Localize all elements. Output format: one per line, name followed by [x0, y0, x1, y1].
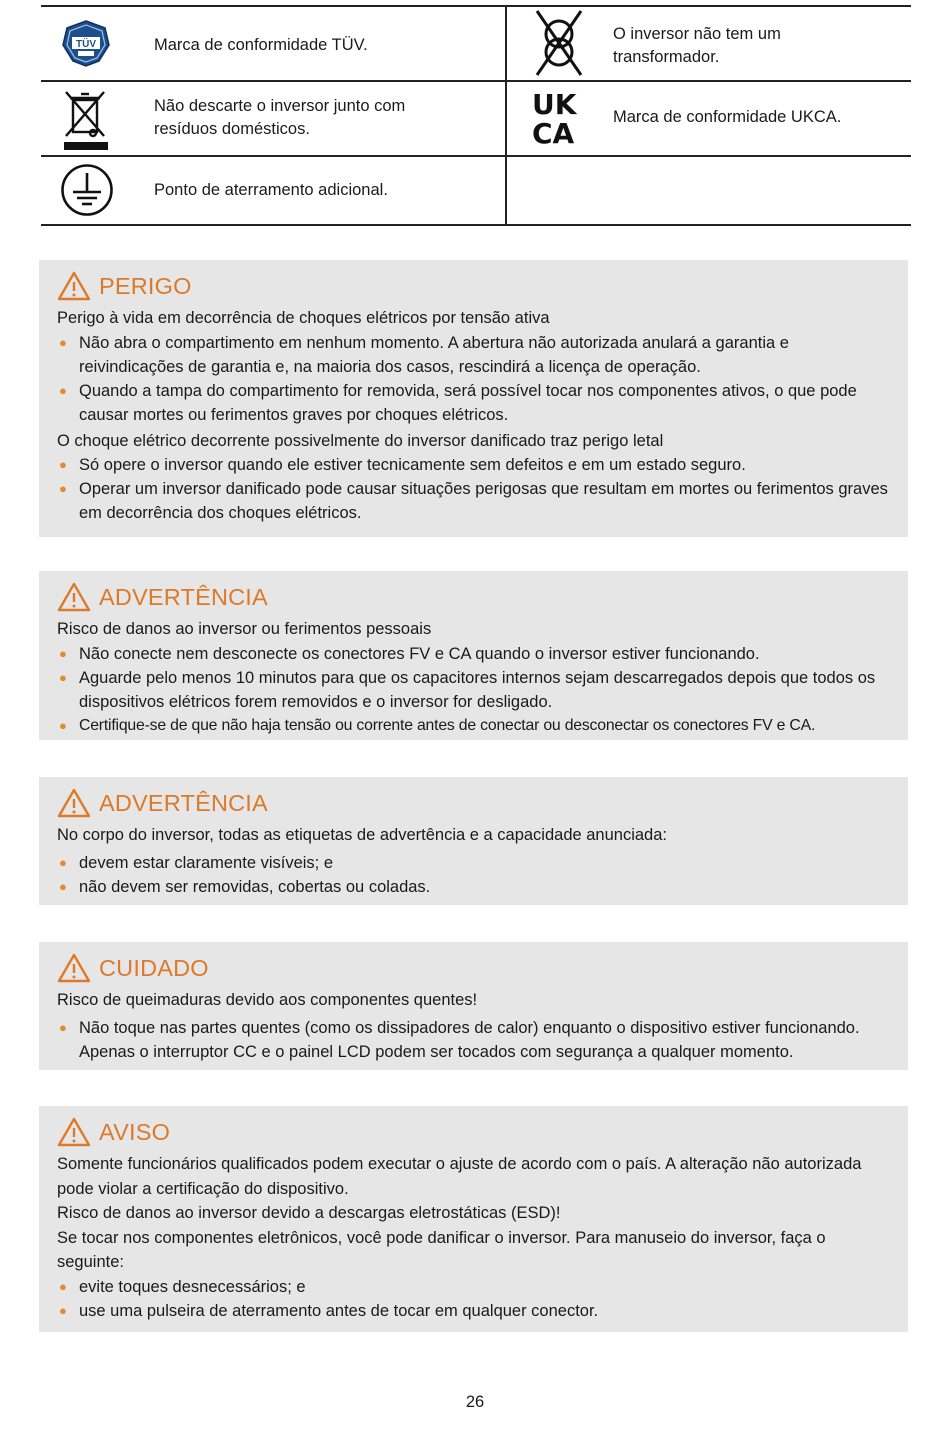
bullet-text: Operar um inversor danificado pode causar situações perigosas que resultam em mortes ou ferimentos graves em decorrência dos choques elétricos.	[79, 480, 888, 522]
bullet-icon: ●	[59, 334, 67, 350]
notice-paragraph-2: Risco de danos ao inversor devido a descargas eletrostáticas (ESD)!	[57, 1204, 561, 1222]
symbol-row-transformer	[507, 5, 911, 80]
warning-triangle-icon	[57, 270, 91, 302]
caution-header	[57, 948, 894, 988]
warning-title-1: ADVERTÊNCIA	[99, 583, 268, 610]
bullet-text: Quando a tampa do compartimento for removida, será possível tocar nos componentes ativos, o que pode causar mortes ou ferimentos graves por choques elétricos.	[79, 381, 857, 424]
bullet-text: evite toques desnecessários; e	[79, 1277, 306, 1296]
symbol-row-tuv	[41, 5, 505, 80]
list-item	[57, 666, 894, 714]
caution-intro: Risco de queimaduras devido aos componentes quentes!	[57, 991, 478, 1009]
list-item	[57, 453, 894, 477]
disposal-description: Não descarte o inversor junto com resíduos domésticos.	[154, 97, 406, 138]
list-item	[57, 1275, 894, 1299]
list-item	[57, 331, 894, 379]
bullet-text: Certifique-se de que não haja tensão ou corrente antes de conectar ou desconectar os conectores FV e CA.	[79, 716, 816, 734]
list-item	[57, 1016, 894, 1064]
tuv-logo-text: TÜV	[76, 39, 96, 50]
ukca-description: Marca de conformidade UKCA.	[613, 108, 842, 126]
bullet-icon: ●	[59, 481, 67, 496]
warning-triangle-icon	[57, 1116, 91, 1148]
list-item	[57, 875, 894, 899]
bullet-text: Não conecte nem desconecte os conectores FV e CA quando o inversor estiver funcionando.	[79, 644, 760, 663]
bullet-icon: ●	[59, 457, 67, 472]
warning-title-2: ADVERTÊNCIA	[99, 789, 268, 816]
notice-title: AVISO	[99, 1118, 171, 1145]
tuv-description: Marca de conformidade TÜV.	[154, 36, 368, 54]
bullet-icon: ●	[59, 645, 67, 661]
symbol-row-ground	[41, 155, 505, 224]
list-item	[57, 1299, 894, 1323]
page-number: 26	[465, 1393, 485, 1411]
warning-triangle-icon	[57, 581, 91, 613]
warning-intro-2: No corpo do inversor, todas as etiquetas de advertência e a capacidade anunciada:	[57, 826, 667, 844]
tuv-logo-icon	[61, 19, 111, 67]
bullet-text: não devem ser removidas, cobertas ou coladas.	[79, 877, 431, 896]
warning-header-2	[57, 783, 894, 823]
bullet-text: devem estar claramente visíveis; e	[79, 853, 334, 872]
bullet-icon: ●	[59, 382, 67, 398]
bullet-icon: ●	[59, 854, 67, 870]
warning-triangle-icon	[57, 787, 91, 819]
notice-header	[57, 1112, 894, 1152]
bullet-text: use uma pulseira de aterramento antes de tocar em qualquer conector.	[79, 1301, 599, 1320]
ground-description: Ponto de aterramento adicional.	[154, 181, 388, 199]
danger-intro-2: O choque elétrico decorrente possivelmente do inversor danificado traz perigo letal	[57, 431, 664, 450]
bullet-icon: ●	[59, 669, 67, 685]
bullet-icon: ●	[59, 717, 67, 733]
no-transformer-icon	[534, 8, 584, 78]
transformer-description: O inversor não tem um transformador.	[613, 25, 781, 66]
ukca-logo-top: UK	[532, 89, 577, 121]
caution-title: CUIDADO	[99, 954, 209, 981]
ukca-mark-icon	[532, 89, 586, 145]
warning-notice-2	[39, 777, 908, 905]
danger-notice	[39, 260, 908, 537]
bullet-icon: ●	[59, 1302, 67, 1318]
bullet-text: Não toque nas partes quentes (como os dissipadores de calor) enquanto o dispositivo estiver funcionando. Apenas o interruptor CC e o painel LCD podem ser tocados com segurança a qualquer momento.	[79, 1018, 860, 1061]
crossed-bin-icon	[62, 88, 110, 150]
list-item	[57, 714, 894, 738]
warning-triangle-icon	[57, 952, 91, 984]
symbol-row-disposal	[41, 80, 505, 155]
warning-notice-1	[39, 571, 908, 740]
symbol-row-ukca	[507, 80, 911, 155]
list-item	[57, 642, 894, 666]
bullet-icon: ●	[59, 1019, 67, 1035]
notice-box	[39, 1106, 908, 1332]
notice-paragraph-3: Se tocar nos componentes eletrônicos, você pode danificar o inversor. Para manuseio do inversor, faça o seguinte:	[57, 1228, 826, 1271]
bullet-text: Aguarde pelo menos 10 minutos para que os capacitores internos sejam descarregados depois que todos os dispositivos elétricos forem removidos e o inversor for desligado.	[79, 668, 876, 711]
danger-title: PERIGO	[99, 272, 192, 299]
list-item	[57, 851, 894, 875]
bullet-text: Só opere o inversor quando ele estiver tecnicamente sem defeitos e em um estado seguro.	[79, 456, 746, 474]
danger-header	[57, 266, 894, 306]
symbol-table	[41, 5, 911, 226]
bullet-icon: ●	[59, 1278, 67, 1294]
bullet-icon: ●	[59, 878, 67, 894]
danger-intro-1: Perigo à vida em decorrência de choques elétricos por tensão ativa	[57, 309, 550, 327]
ground-icon	[60, 163, 114, 217]
caution-notice	[39, 942, 908, 1070]
warning-intro-1: Risco de danos ao inversor ou ferimentos pessoais	[57, 620, 432, 638]
list-item	[57, 379, 894, 427]
ukca-logo-bottom: CA	[532, 117, 575, 145]
list-item	[57, 477, 894, 525]
table-rule	[41, 224, 911, 226]
notice-paragraph-1: Somente funcionários qualificados podem executar o ajuste de acordo com o país. A alteração não autorizada pode violar a certificação do dispositivo.	[57, 1155, 862, 1198]
warning-header-1	[57, 577, 894, 617]
bullet-text: Não abra o compartimento em nenhum momento. A abertura não autorizada anulará a garantia e reivindicações de garantia e, na maioria dos casos, rescindirá a licença de operação.	[79, 333, 789, 376]
